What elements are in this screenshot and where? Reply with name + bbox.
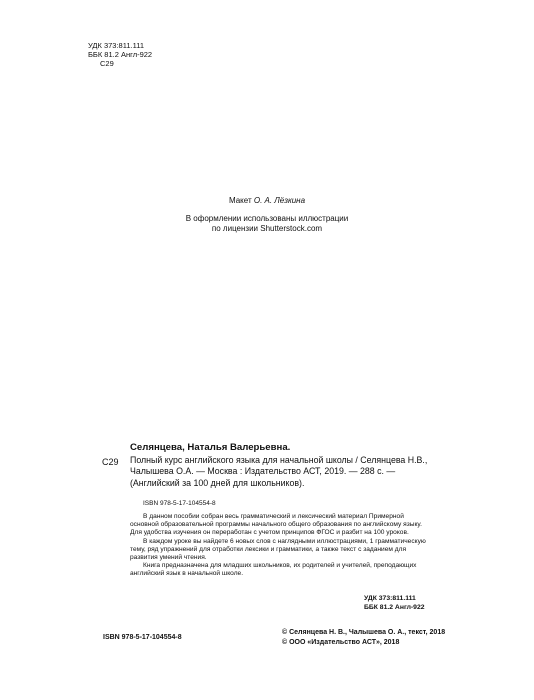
illustrations-credit (0, 214, 534, 234)
copyright-publisher: © ООО «Издательство АСТ», 2018 (282, 639, 400, 646)
abstract-paragraph: Книга предназначена для младших школьников, их родителей и учителей, преподающих английский язык в начальной школе. (130, 562, 417, 578)
book-abstract (130, 513, 428, 579)
illustrations-line-1: В оформлении использованы иллюстрации (185, 214, 349, 223)
author-mark: С29 (100, 59, 114, 68)
layout-credit-name: О. А. Лёзкина (253, 196, 306, 205)
catalog-bbk: ББК 81.2 Англ-922 (364, 604, 425, 611)
catalog-classification-codes (364, 594, 425, 612)
abstract-paragraph: В каждом уроке вы найдете 6 новых слов с наглядными иллюстрациями, 1 грамматическую тему, ряд упражнений для отработки лексики и грамматики, а также текст с заданием для развития умений чтения. (130, 537, 426, 562)
layout-credit (0, 196, 534, 205)
copyright-authors: © Селянцева Н. В., Чалышева О. А., текст, 2018 (282, 629, 446, 636)
catalog-author: Селянцева, Наталья Валерьевна. (130, 442, 291, 453)
footer-isbn: ISBN 978-5-17-104554-8 (103, 634, 182, 641)
catalog-mark: С29 (102, 457, 119, 467)
illustrations-line-2: по лицензии Shutterstock.com (211, 224, 323, 233)
bbk-code: ББК 81.2 Англ-922 (88, 50, 153, 59)
abstract-paragraph: В данном пособии собран весь грамматический и лексический материал Примерной основной образовательной программы начального общего образования по английскому языку. Для удобства изучения он переработан с учетом принципов ФГОС и разбит на 100 уроков. (130, 513, 422, 537)
layout-credit-label: Макет (228, 196, 254, 205)
udk-code: УДК 373:811.111 (88, 41, 144, 50)
catalog-isbn: ISBN 978-5-17-104554-8 (143, 500, 216, 507)
copyright-block (282, 628, 445, 648)
bibliographic-description: Полный курс английского языка для начальной школы / Селянцева Н.В., Чалышева О.А. — Москва : Издательство АСТ, 2019. — 288 с. — (Английский за 100 дней для школьников). (130, 455, 428, 488)
header-classification-codes (88, 41, 152, 68)
catalog-udk: УДК 373:811.111 (364, 595, 416, 602)
